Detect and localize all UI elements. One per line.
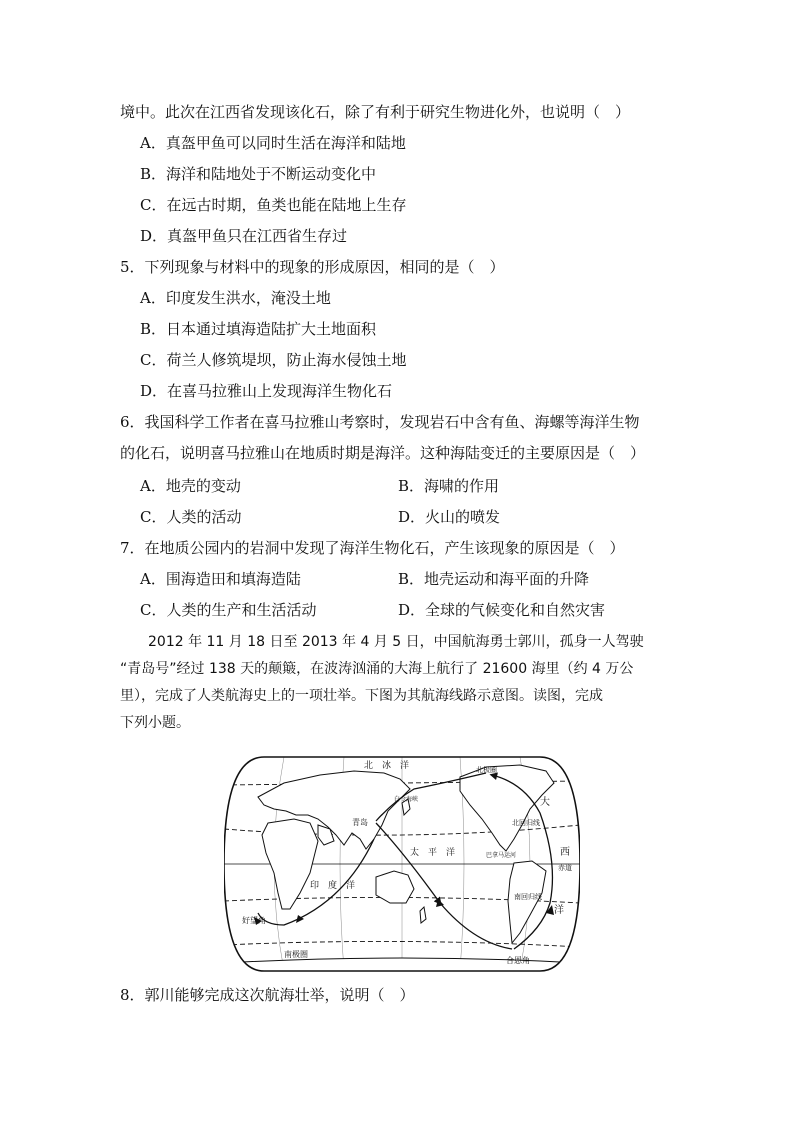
australia-landmass <box>376 871 414 903</box>
q4-option-c: C．在远古时期，鱼类也能在陆地上生存 <box>140 196 407 214</box>
q7-stem: 7．在地质公园内的岩洞中发现了海洋生物化石，产生该现象的原因是（ ） <box>120 539 625 557</box>
label-atlantic-3: 洋 <box>554 905 564 916</box>
q6-option-b: B．海啸的作用 <box>398 477 500 495</box>
q6-option-a: A．地壳的变动 <box>140 477 241 495</box>
label-bering-strait: 白令海峡 <box>394 796 419 803</box>
voyage-route-map <box>224 753 580 975</box>
passage-line: “青岛号”经过 138 天的颠簸，在波涛汹涌的大海上航行了 21600 海里（约 4 万公 <box>120 661 634 677</box>
north-america-landmass <box>460 765 554 851</box>
q7-option-c: C．人类的生产和生活活动 <box>140 601 317 619</box>
q4-option-d: D．真盔甲鱼只在江西省生存过 <box>140 227 348 245</box>
label-arctic-circle: 北极圈 <box>476 766 497 774</box>
label-tropic-capricorn: 南回归线 <box>514 893 542 901</box>
q7-option-b: B．地壳运动和海平面的升降 <box>398 570 590 588</box>
q5-option-c: C．荷兰人修筑堤坝，防止海水侵蚀土地 <box>140 351 407 369</box>
new-zealand <box>420 907 426 923</box>
label-indian-ocean: 印 度 洋 <box>310 881 356 891</box>
label-equator: 赤道 <box>558 864 572 872</box>
q4-option-a: A．真盔甲鱼可以同时生活在海洋和陆地 <box>140 134 406 152</box>
south-america-landmass <box>508 861 546 943</box>
q7-option-d: D．全球的气候变化和自然灾害 <box>398 601 606 619</box>
label-atlantic-1: 大 <box>540 797 550 808</box>
q4-stem: 境中。此次在江西省发现该化石，除了有利于研究生物进化外，也说明（ ） <box>120 103 631 121</box>
label-qingdao: 青岛 <box>352 818 368 827</box>
q8-stem: 8．郭川能够完成这次航海壮举，说明（ ） <box>120 986 415 1004</box>
passage-line: 里），完成了人类航海史上的一项壮举。下图为其航海线路示意图。读图，完成 <box>120 688 603 704</box>
q6-stem-line2: 的化石，说明喜马拉雅山在地质时期是海洋。这种海陆变迁的主要原因是（ ） <box>120 444 646 462</box>
q5-option-b: B．日本通过填海造陆扩大土地面积 <box>140 320 377 338</box>
q7-option-a: A．围海造田和填海造陆 <box>140 570 301 588</box>
label-cape-horn: 合恩角 <box>506 956 530 965</box>
label-arctic-ocean: 北 冰 洋 <box>364 761 410 771</box>
reading-passage <box>120 632 680 734</box>
africa-landmass <box>262 819 318 909</box>
q4-option-b: B．海洋和陆地处于不断运动变化中 <box>140 165 377 183</box>
q6-stem-line1: 6．我国科学工作者在喜马拉雅山考察时，发现岩石中含有鱼、海螺等海洋生物 <box>120 413 640 431</box>
map-body <box>224 757 580 975</box>
passage-line: 2012 年 11 月 18 日至 2013 年 4 月 5 日，中国航海勇士郭川，孤身一人驾驶 <box>120 634 644 650</box>
label-atlantic-2: 西 <box>560 847 570 858</box>
label-antarctic-circle: 南极圈 <box>284 950 308 959</box>
label-panama-canal: 巴拿马运河 <box>486 852 517 859</box>
world-map-svg <box>224 753 580 975</box>
q5-option-a: A．印度发生洪水，淹没土地 <box>140 289 331 307</box>
q6-option-c: C．人类的活动 <box>140 508 242 526</box>
passage-line: 下列小题。 <box>120 715 190 731</box>
label-pacific-ocean: 太 平 洋 <box>410 848 456 858</box>
q5-option-d: D．在喜马拉雅山上发现海洋生物化石 <box>140 382 393 400</box>
label-tropic-cancer: 北回归线 <box>512 819 540 827</box>
q6-option-d: D．火山的喷发 <box>398 508 501 526</box>
label-cape-good-hope: 好望角 <box>242 916 266 925</box>
q5-stem: 5．下列现象与材料中的现象的形成原因，相同的是（ ） <box>120 258 505 276</box>
